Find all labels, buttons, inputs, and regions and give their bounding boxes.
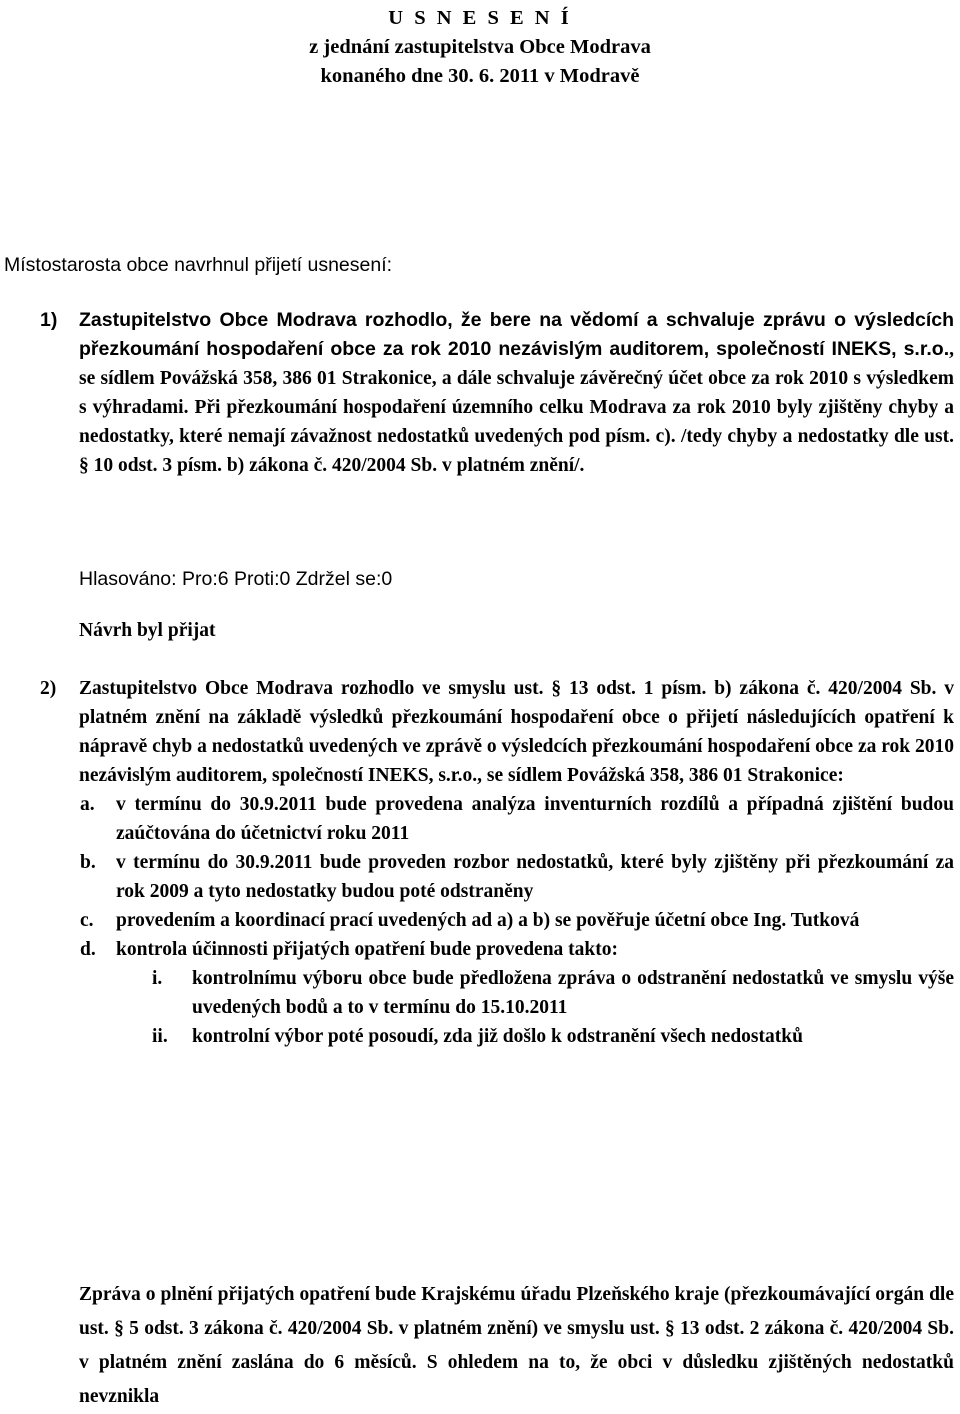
resolution-item-1 (40, 306, 954, 480)
item-body (79, 306, 954, 480)
list-item-text: kontrolnímu výboru obce bude předložena zpráva o odstranění nedostatků ve smyslu výše uvedených bodů a to v termínu do 15.10.2011 (192, 968, 954, 1018)
list-item (40, 935, 954, 964)
accepted-note: Návrh byl přijat (79, 620, 216, 641)
item-number: 2) (40, 678, 57, 699)
list-marker: c. (80, 910, 94, 931)
list-marker: ii. (152, 1026, 168, 1047)
list-marker: d. (80, 939, 96, 960)
list-item-text: provedením a koordinací prací uvedených ad a) a b) se pověřuje účetní obce Ing. Tutková (116, 910, 860, 931)
list-item (40, 906, 954, 935)
list-item-text: kontrolní výbor poté posoudí, zda již došlo k odstranění všech nedostatků (192, 1026, 803, 1047)
list-item (40, 790, 954, 848)
item-text-rest: , se sídlem Povážská 358, 386 01 Strakonice, a dále schvaluje závěrečný účet obce za rok 2010 s výsledkem s výhradami. Při přezkoumání hospodaření územního celku Modrava za rok 2010 byly zjištěny chyby a nedostatky, které nemají závažnost nedostatků uvedených pod písm. c). /tedy chyby a nedostatky dle ust. § 10 odst. 3 písm. b) zákona č. 420/2004 Sb. v platném znění/. (79, 339, 954, 476)
item-body (79, 674, 954, 790)
vote-result: Hlasováno: Pro:6 Proti:0 Zdržel se:0 (79, 568, 393, 590)
document-title: U S N E S E N Í (388, 7, 572, 29)
nested-list-item (40, 964, 954, 1022)
list-item-text: v termínu do 30.9.2011 bude provedena analýza inventurních rozdílů a případná zjištění budou zaúčtována do účetnictví roku 2011 (116, 794, 954, 844)
item-text-first: Zastupitelstvo Obce Modrava rozhodlo, že bere na vědomí a schvaluje zprávu o výsledcích přezkoumání hospodaření obce za rok 2010 nezávislým auditorem, společností INEKS, s.r.o. (79, 309, 954, 360)
footer-paragraph: Zpráva o plnění přijatých opatření bude Krajskému úřadu Plzeňského kraje (přezkoumávající orgán dle ust. § 5 odst. 3 zákona č. 420/2004 Sb. v platném znění) ve smyslu ust. § 13 odst. 2 zákona č. 420/2004 Sb. v platném znění zaslána do 6 měsíců. S ohledem na to, že obci v důsledku zjištěných nedostatků nevznikla (79, 1284, 954, 1407)
item-number: 1) (40, 309, 58, 331)
intro-text: Místostarosta obce navrhnul přijetí usnesení: (4, 254, 393, 276)
list-item (40, 848, 954, 906)
list-item-text: kontrola účinnosti přijatých opatření bude provedena takto: (116, 939, 618, 960)
meeting-line: z jednání zastupitelstva Obce Modrava (309, 36, 651, 58)
meeting-date-line: konaného dne 30. 6. 2011 v Modravě (320, 65, 640, 87)
resolution-item-2 (40, 674, 954, 1051)
nested-list-item (40, 1022, 954, 1051)
item-text: Zastupitelstvo Obce Modrava rozhodlo ve smyslu ust. § 13 odst. 1 písm. b) zákona č. 420/2004 Sb. v platném znění na základě výsledků přezkoumání hospodaření obce o přijetí následujících opatření k nápravě chyb a nedostatků uvedených ve zprávě o výsledcích přezkoumání hospodaření obce za rok 2010 nezávislým auditorem, společností INEKS, s.r.o., se sídlem Povážská 358, 386 01 Strakonice: (79, 678, 955, 786)
document-header (0, 4, 960, 91)
list-item-text: v termínu do 30.9.2011 bude proveden rozbor nedostatků, které byly zjištěny při přezkoumání za rok 2009 a tyto nedostatky budou poté odstraněny (116, 852, 954, 902)
list-marker: i. (152, 968, 163, 989)
measures-list (40, 790, 954, 1051)
list-marker: a. (80, 794, 95, 815)
list-marker: b. (80, 852, 96, 873)
